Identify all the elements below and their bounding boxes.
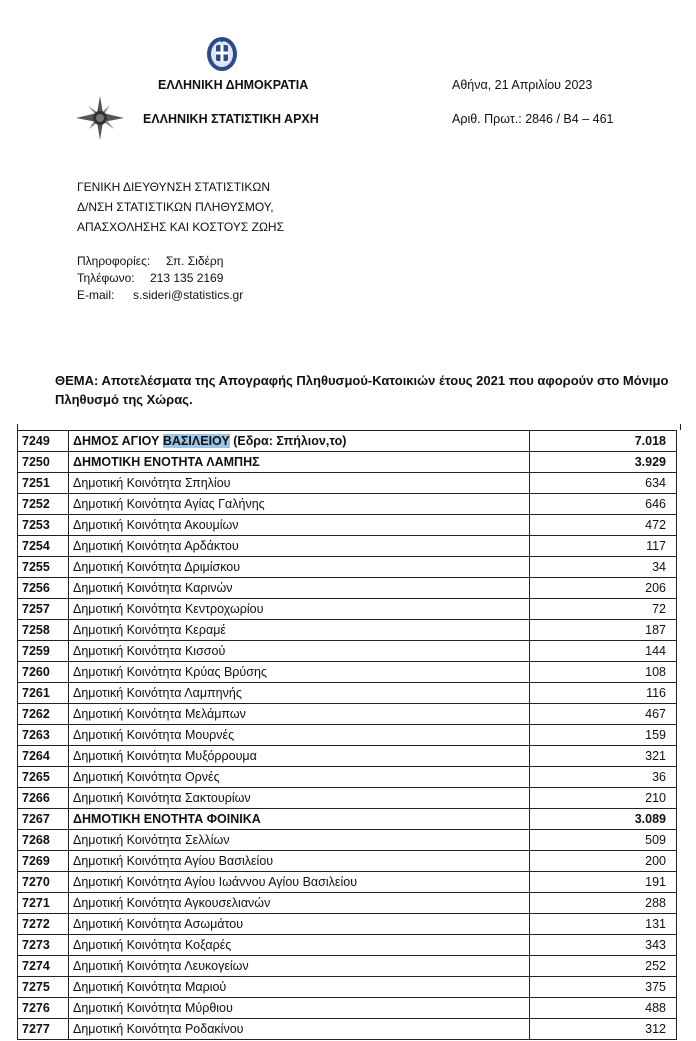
table-row — [18, 956, 677, 977]
row-code: 7256 — [18, 578, 69, 599]
row-name: Δημοτική Κοινότητα Αγίου Ιωάννου Αγίου Βασιλείου — [69, 872, 530, 893]
table-row — [18, 557, 677, 578]
row-name: Δημοτική Κοινότητα Μουρνές — [69, 725, 530, 746]
subject-line: ΘΕΜΑ: Αποτελέσματα της Απογραφής Πληθυσμού-Κατοικιών έτους 2021 που αφορούν στο Μόνιμο Πληθυσμό της Χώρας. — [55, 373, 669, 407]
row-value: 646 — [530, 494, 677, 515]
table-row — [18, 977, 677, 998]
row-value: 116 — [530, 683, 677, 704]
phone-label: Τηλέφωνο: — [77, 271, 135, 285]
directorate-line-3: ΑΠΑΣΧΟΛΗΣΗΣ ΚΑΙ ΚΟΣΤΟΥΣ ΖΩΗΣ — [77, 220, 284, 234]
table-row — [18, 704, 677, 725]
row-value: 108 — [530, 662, 677, 683]
row-value: 34 — [530, 557, 677, 578]
row-name-part: ΔΗΜΟΣ ΑΓΙΟΥ — [73, 433, 163, 448]
document-date: Αθήνα, 21 Απριλίου 2023 — [452, 78, 593, 92]
row-name: Δημοτική Κοινότητα Σελλίων — [69, 830, 530, 851]
row-code: 7275 — [18, 977, 69, 998]
table-row — [18, 578, 677, 599]
row-name: Δημοτική Κοινότητα Ροδακίνου — [69, 1019, 530, 1040]
row-value: 36 — [530, 767, 677, 788]
row-code: 7258 — [18, 620, 69, 641]
row-name: Δημοτική Κοινότητα Μυξόρρουμα — [69, 746, 530, 767]
row-name: Δημοτική Κοινότητα Δριμίσκου — [69, 557, 530, 578]
table-row — [18, 998, 677, 1019]
row-value: 187 — [530, 620, 677, 641]
row-name: ΔΗΜΟΤΙΚΗ ΕΝΟΤΗΤΑ ΛΑΜΠΗΣ — [69, 452, 530, 473]
row-value: 72 — [530, 599, 677, 620]
table-row — [18, 935, 677, 956]
row-name: Δημοτική Κοινότητα Κρύας Βρύσης — [69, 662, 530, 683]
row-value: 131 — [530, 914, 677, 935]
row-code: 7270 — [18, 872, 69, 893]
row-name: Δημοτική Κοινότητα Κεραμέ — [69, 620, 530, 641]
elstat-logo-icon — [76, 96, 124, 140]
row-code: 7249 — [18, 431, 69, 452]
row-name: Δημοτική Κοινότητα Κεντροχωρίου — [69, 599, 530, 620]
row-name: Δημοτική Κοινότητα Μελάμπων — [69, 704, 530, 725]
row-name: Δημοτική Κοινότητα Καρινών — [69, 578, 530, 599]
row-code: 7251 — [18, 473, 69, 494]
row-code: 7276 — [18, 998, 69, 1019]
table-row — [18, 494, 677, 515]
row-name: Δημοτική Κοινότητα Σακτουρίων — [69, 788, 530, 809]
row-value: 321 — [530, 746, 677, 767]
row-value: 467 — [530, 704, 677, 725]
row-name: Δημοτική Κοινότητα Μύρθιου — [69, 998, 530, 1019]
table-row — [18, 809, 677, 830]
row-value: 117 — [530, 536, 677, 557]
table-row — [18, 851, 677, 872]
row-code: 7266 — [18, 788, 69, 809]
row-code: 7261 — [18, 683, 69, 704]
email-value: s.sideri@statistics.gr — [133, 288, 244, 302]
row-name: Δημοτική Κοινότητα Λευκογείων — [69, 956, 530, 977]
row-code: 7252 — [18, 494, 69, 515]
table-row — [18, 620, 677, 641]
row-code: 7267 — [18, 809, 69, 830]
table-row — [18, 536, 677, 557]
row-value: 252 — [530, 956, 677, 977]
row-name: ΔΗΜΟΤΙΚΗ ΕΝΟΤΗΤΑ ΦΟΙΝΙΚΑ — [69, 809, 530, 830]
row-value: 206 — [530, 578, 677, 599]
row-value: 472 — [530, 515, 677, 536]
table-row — [18, 599, 677, 620]
directorate-line-1: ΓΕΝΙΚΗ ΔΙΕΥΘΥΝΣΗ ΣΤΑΤΙΣΤΙΚΩΝ — [77, 180, 271, 194]
row-code: 7262 — [18, 704, 69, 725]
table-row — [18, 893, 677, 914]
population-table — [17, 430, 677, 1040]
table-row — [18, 662, 677, 683]
row-value: 3.929 — [530, 452, 677, 473]
row-code: 7271 — [18, 893, 69, 914]
row-value: 191 — [530, 872, 677, 893]
table-row — [18, 872, 677, 893]
row-code: 7265 — [18, 767, 69, 788]
table-row — [18, 452, 677, 473]
table-row — [18, 746, 677, 767]
row-code: 7272 — [18, 914, 69, 935]
state-emblem-icon — [206, 36, 238, 72]
row-value: 488 — [530, 998, 677, 1019]
table-row — [18, 683, 677, 704]
row-code: 7263 — [18, 725, 69, 746]
table-row — [18, 767, 677, 788]
row-name: Δημοτική Κοινότητα Λαμπηνής — [69, 683, 530, 704]
table-row — [18, 473, 677, 494]
table-row — [18, 431, 677, 452]
info-value: Σπ. Σιδέρη — [166, 254, 224, 268]
row-value: 375 — [530, 977, 677, 998]
row-value: 634 — [530, 473, 677, 494]
info-label: Πληροφορίες: — [77, 254, 151, 268]
row-code: 7253 — [18, 515, 69, 536]
table-row — [18, 1019, 677, 1040]
row-code: 7268 — [18, 830, 69, 851]
row-value: 288 — [530, 893, 677, 914]
row-value: 144 — [530, 641, 677, 662]
row-code: 7273 — [18, 935, 69, 956]
row-code: 7259 — [18, 641, 69, 662]
row-name: Δημοτική Κοινότητα Ορνές — [69, 767, 530, 788]
row-name: Δημοτική Κοινότητα Ακουμίων — [69, 515, 530, 536]
row-code: 7260 — [18, 662, 69, 683]
row-name: Δημοτική Κοινότητα Αγίου Βασιλείου — [69, 851, 530, 872]
row-value: 200 — [530, 851, 677, 872]
table-row — [18, 830, 677, 851]
row-code: 7277 — [18, 1019, 69, 1040]
row-name: Δημοτική Κοινότητα Αγκουσελιανών — [69, 893, 530, 914]
row-name: Δημοτική Κοινότητα Ασωμάτου — [69, 914, 530, 935]
row-name — [69, 431, 530, 452]
row-code: 7255 — [18, 557, 69, 578]
row-code: 7274 — [18, 956, 69, 977]
highlighted-text[interactable]: ΒΑΣΙΛΕΙΟΥ — [162, 433, 230, 448]
row-name: Δημοτική Κοινότητα Αρδάκτου — [69, 536, 530, 557]
row-value: 159 — [530, 725, 677, 746]
row-value: 509 — [530, 830, 677, 851]
table-row — [18, 515, 677, 536]
row-value: 7.018 — [530, 431, 677, 452]
phone-value: 213 135 2169 — [150, 271, 224, 285]
row-value: 210 — [530, 788, 677, 809]
row-name: Δημοτική Κοινότητα Κοξαρές — [69, 935, 530, 956]
row-code: 7257 — [18, 599, 69, 620]
row-value: 312 — [530, 1019, 677, 1040]
table-row — [18, 788, 677, 809]
row-code: 7254 — [18, 536, 69, 557]
statistics-authority-name: ΕΛΛΗΝΙΚΗ ΣΤΑΤΙΣΤΙΚΗ ΑΡΧΗ — [143, 112, 319, 126]
table-row — [18, 914, 677, 935]
email-label: E-mail: — [77, 288, 115, 302]
row-name-part: (Εδρα: Σπήλιον,το) — [229, 433, 347, 448]
row-code: 7264 — [18, 746, 69, 767]
row-code: 7269 — [18, 851, 69, 872]
row-code: 7250 — [18, 452, 69, 473]
row-name: Δημοτική Κοινότητα Κισσού — [69, 641, 530, 662]
row-name: Δημοτική Κοινότητα Αγίας Γαλήνης — [69, 494, 530, 515]
row-value: 343 — [530, 935, 677, 956]
row-value: 3.089 — [530, 809, 677, 830]
table-row — [18, 725, 677, 746]
directorate-line-2: Δ/ΝΣΗ ΣΤΑΤΙΣΤΙΚΩΝ ΠΛΗΘΥΣΜΟΥ, — [77, 200, 274, 214]
row-name: Δημοτική Κοινότητα Μαριού — [69, 977, 530, 998]
protocol-number: Αριθ. Πρωτ.: 2846 / Β4 – 461 — [452, 112, 614, 126]
row-name: Δημοτική Κοινότητα Σπηλίου — [69, 473, 530, 494]
table-row — [18, 641, 677, 662]
org-name: ΕΛΛΗΝΙΚΗ ΔΗΜΟΚΡΑΤΙΑ — [158, 78, 309, 92]
